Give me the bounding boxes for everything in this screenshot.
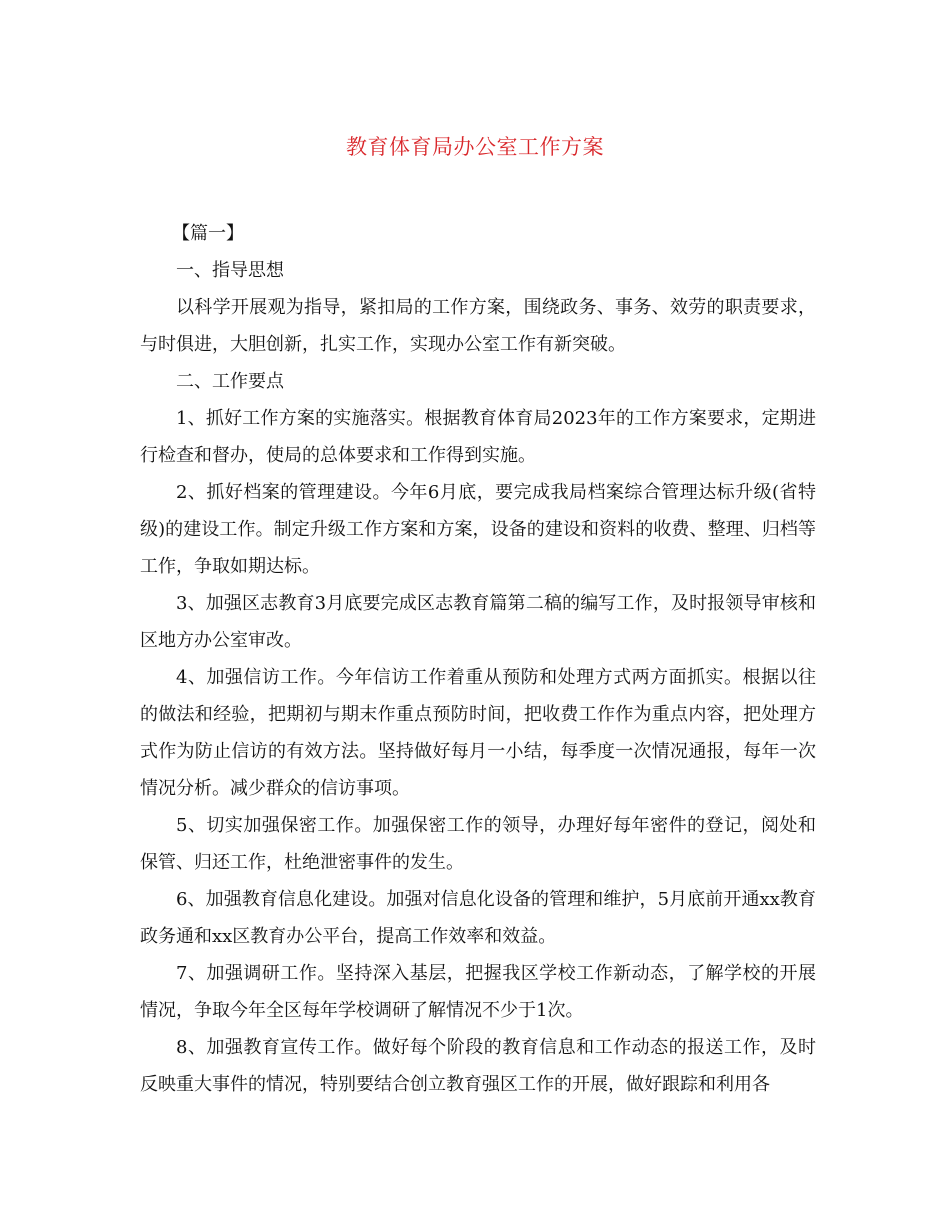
paragraph-item-6: 6、加强教育信息化建设。加强对信息化设备的管理和维护，5月底前开通xx教育政务通和xx区教育办公平台，提高工作效率和效益。 [140,889,816,947]
document-body [140,215,816,1103]
heading-guiding-ideology: 一、指导思想 [176,260,284,281]
section-label: 【篇一】 [172,223,244,244]
paragraph-item-3: 3、加强区志教育3月底要完成区志教育篇第二稿的编写工作，及时报领导审核和区地方办公室审改。 [140,593,816,651]
document-title: 教育体育局办公室工作方案 [346,135,604,159]
paragraph-item-7: 7、加强调研工作。坚持深入基层，把握我区学校工作新动态，了解学校的开展情况，争取今年全区每年学校调研了解情况不少于1次。 [140,963,816,1021]
paragraph-item-8: 8、加强教育宣传工作。做好每个阶段的教育信息和工作动态的报送工作，及时反映重大事件的情况，特别要结合创立教育强区工作的开展，做好跟踪和利用各 [140,1037,816,1095]
paragraph-item-2: 2、抓好档案的管理建设。今年6月底，要完成我局档案综合管理达标升级(省特级)的建设工作。制定升级工作方案和方案，设备的建设和资料的收费、整理、归档等工作，争取如期达标。 [140,482,816,577]
paragraph-item-4: 4、加强信访工作。今年信访工作着重从预防和处理方式两方面抓实。根据以往的做法和经验，把期初与期末作重点预防时间，把收费工作作为重点内容，把处理方式作为防止信访的有效方法。坚持做好每月一小结，每季度一次情况通报，每年一次情况分析。减少群众的信访事项。 [140,667,816,799]
paragraph-item-5: 5、切实加强保密工作。加强保密工作的领导，办理好每年密件的登记，阅处和保管、归还工作，杜绝泄密事件的发生。 [140,815,816,873]
heading-work-points: 二、工作要点 [176,371,284,392]
paragraph-guiding-ideology: 以科学开展观为指导，紧扣局的工作方案，围绕政务、事务、效劳的职责要求，与时俱进，大胆创新，扎实工作，实现办公室工作有新突破。 [140,297,816,355]
paragraph-item-1: 1、抓好工作方案的实施落实。根据教育体育局2023年的工作方案要求，定期进行检查和督办，使局的总体要求和工作得到实施。 [140,408,816,466]
